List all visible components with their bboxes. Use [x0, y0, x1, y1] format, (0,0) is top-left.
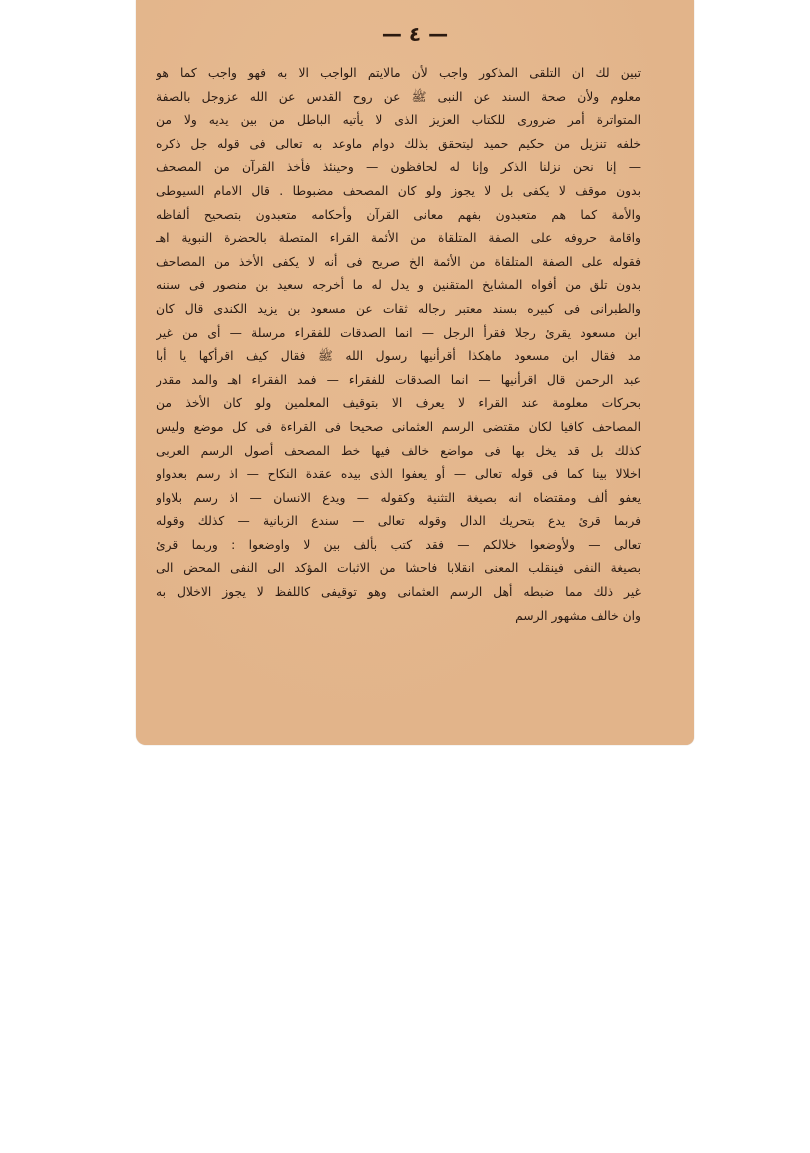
text-line: والأمة كما هم متعبدون بفهم معانى القرآن وأحكامه متعبدون بتصحيح ألفاظه	[156, 207, 641, 222]
text-line-last: وان خالف مشهور الرسم	[515, 608, 641, 623]
book-page	[136, 0, 694, 745]
text-line: تبين لك ان التلقى المذكور واجب لأن مالايتم الواجب الا به فهو واجب كما هو	[156, 66, 641, 80]
text-line: المصاحف كافيا لكان مقتضى الرسم العثمانى صحيحا فى القراءة فى كل موضع وليس	[156, 419, 641, 434]
text-line: فقوله على الصفة المتلقاة من الأئمة الخ صريح فى أنه لا يكفى الأخذ من المصاحف	[156, 254, 641, 269]
text-line: خلفه تنزيل من حكيم حميد ليتحقق بذلك دوام ماوعد به تعالى فى قوله جل ذكره	[156, 136, 641, 151]
text-line: تعالى — ولأوضعوا خلالكم — فقد كتب بألف بين لا واوضعوا : وربما قرئ	[156, 537, 641, 552]
text-line: بصيغة النفى فينقلب المعنى انقلابا فاحشا من الاثبات المؤكد الى النفى المحض الى	[156, 561, 641, 576]
text-line: بحركات معلومة عند القراء لا يعرف الا بتوقيف المعلمين ولو كان الأخذ من	[156, 396, 641, 411]
text-line: مد فقال ابن مسعود ماهكذا أقرأنيها رسول الله ﷺ فقال كيف اقرأكها يا أبا	[156, 349, 641, 364]
page-number: — ٤ —	[381, 22, 449, 46]
text-line: بدون موقف لا يكفى بل لا يجوز ولو كان المصحف مضبوطا . قال الامام السيوطى	[156, 183, 641, 198]
text-line: — إنا نحن نزلنا الذكر وإنا له لحافظون — وحينئذ فأخذ القرآن من المصحف	[156, 160, 641, 175]
text-line: ابن مسعود يقرئ رجلا فقرأ الرجل — انما الصدقات للفقراء مرسلة — أى من غير	[156, 325, 641, 340]
text-line: كذلك بل قد يخل بها فى مواضع خالف فيها خط المصحف أصول الرسم العربى	[156, 443, 641, 458]
body-text	[156, 62, 641, 628]
text-line: بدون تلق من أفواه المشايخ المتقنين و يدل له ما أخرجه سعيد بن منصور فى سننه	[156, 278, 641, 293]
text-line: اخلالا بينا كما فى قوله تعالى — أو يعفوا الذى بيده عقدة النكاح — اذ رسم بعدواو	[156, 467, 641, 482]
text-line: عبد الرحمن قال اقرأنيها — انما الصدقات للفقراء — فمد الفقراء اهـ والمد مقدر	[156, 372, 641, 387]
text-line: والطبرانى فى كبيره بسند معتبر رجاله ثقات عن مسعود بن يزيد الكندى قال كان	[156, 301, 641, 316]
text-line: المتواترة أمر ضرورى للكتاب العزيز الذى لا يأتيه الباطل من بين يديه ولا من	[156, 113, 641, 128]
text-line: غير ذلك مما ضبطه أهل الرسم العثمانى وهو توقيفى كاللفظ لا يجوز الاخلال به	[156, 585, 641, 600]
text-line: فربما قرئ يدع بتحريك الدال وقوله تعالى — سندع الزبانية — كذلك وقوله	[156, 514, 641, 529]
text-line: يعفو ألف ومقتضاه انه بصيغة التثنية وكقوله — ويدع الانسان — اذ رسم بلاواو	[156, 490, 641, 505]
text-line: واقامة حروفه على الصفة المتلقاة من الأئمة القراء المتصلة بالحضرة النبوية اهـ	[156, 231, 641, 246]
text-line: معلوم ولأن صحة السند عن النبى ﷺ عن روح القدس عن الله عزوجل بالصفة	[156, 89, 641, 104]
